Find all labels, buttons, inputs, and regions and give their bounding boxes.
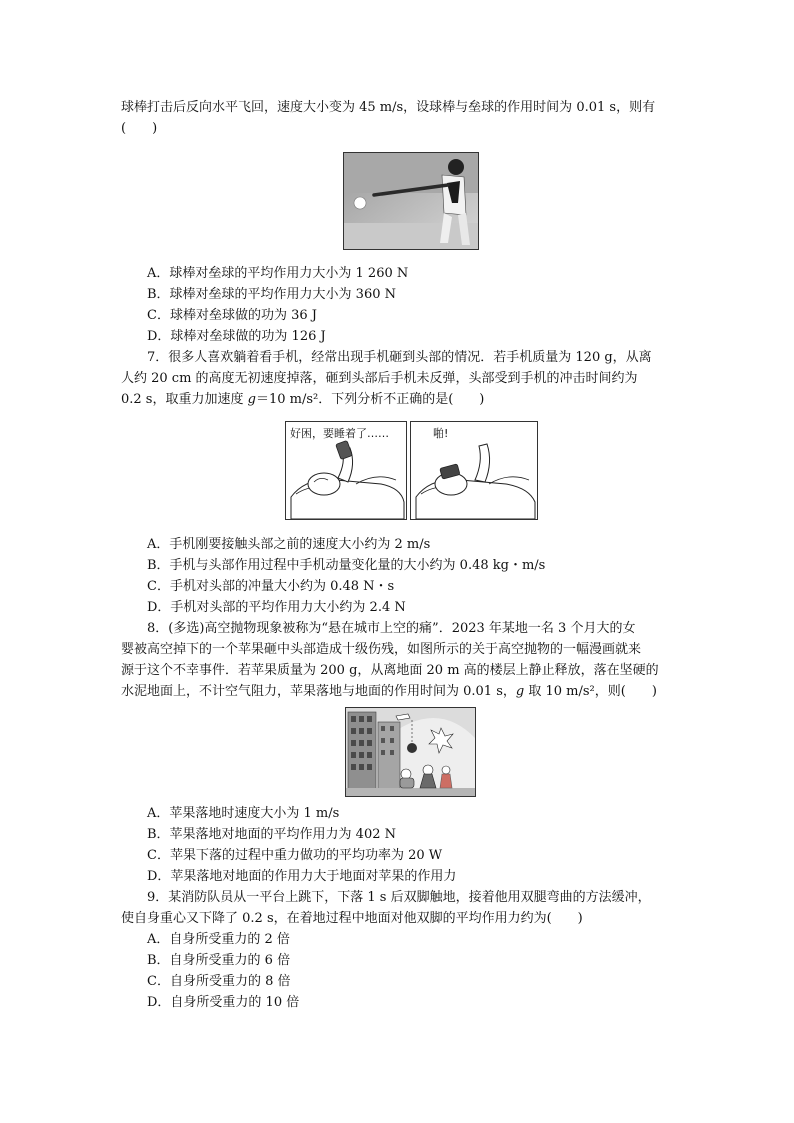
q8-stem-line-2: 婴被高空掉下的一个苹果砸中头部造成十级伤残，如图所示的关于高空抛物的一幅漫画就来 xyxy=(121,642,642,657)
baseball-photo-illustration xyxy=(344,153,478,249)
phone-cartoon-panel-right xyxy=(410,421,538,520)
q9-option-c: C．自身所受重力的 8 倍 xyxy=(147,974,291,989)
q6-stem-line-1: 球棒打击后反向水平飞回，速度大小变为 45 m/s，设球棒与垒球的作用时间为 0.01 s，则有 xyxy=(121,100,656,115)
speech-bubble-smack: 啪! xyxy=(433,427,449,440)
q8-option-b: B．苹果落地对地面的平均作用力为 402 N xyxy=(147,827,397,842)
speech-bubble-sleepy: 好困，要睡着了…… xyxy=(290,427,389,440)
q6-option-c: C．球棒对垒球做的功为 36 J xyxy=(147,308,317,323)
q9-option-d: D．自身所受重力的 10 倍 xyxy=(147,995,300,1010)
q9-stem-line-1: 9．某消防队员从一平台上跳下，下落 1 s 后双脚触地，接着他用双腿弯曲的方法缓冲， xyxy=(147,890,651,905)
q7-option-c: C．手机对头部的冲量大小约为 0.48 N・s xyxy=(147,579,395,594)
q7-option-a: A．手机刚要接触头部之前的速度大小约为 2 m/s xyxy=(147,537,431,552)
falling-apple-cartoon-illustration xyxy=(346,708,475,796)
q8-option-a: A．苹果落地时速度大小为 1 m/s xyxy=(147,806,340,821)
q9-option-a: A．自身所受重力的 2 倍 xyxy=(147,932,290,947)
q8-stem-line-3: 源于这个不幸事件．若苹果质量为 200 g，从离地面 20 m 高的楼层上静止释放，落在坚硬的 xyxy=(121,663,659,678)
phone-falling-on-head-icon xyxy=(411,422,537,519)
q7-stem-line-2: 人约 20 cm 的高度无初速度掉落，砸到头部后手机未反弹，头部受到手机的冲击时间约为 xyxy=(121,371,638,386)
q7-stem-line-3: 0.2 s，取重力加速度 g＝10 m/s²．下列分析不正确的是( ) xyxy=(121,392,485,407)
phone-cartoon-panel-left xyxy=(285,421,407,520)
q9-option-b: B．自身所受重力的 6 倍 xyxy=(147,953,291,968)
q8-option-d: D．苹果落地对地面的作用力大于地面对苹果的作用力 xyxy=(147,869,457,884)
q6-option-d: D．球棒对垒球做的功为 126 J xyxy=(147,329,326,344)
q7-option-d: D．手机对头部的平均作用力大小约为 2.4 N xyxy=(147,600,406,615)
q6-answer-blank: ( ) xyxy=(121,121,158,136)
q8-stem-line-4: 水泥地面上，不计空气阻力，苹果落地与地面的作用时间为 0.01 s，g 取 10 m/s²，则( ) xyxy=(121,684,657,699)
q7-stem-line-1: 7．很多人喜欢躺着看手机，经常出现手机砸到头部的情况．若手机质量为 120 g，从离 xyxy=(147,350,652,365)
q8-option-c: C．苹果下落的过程中重力做功的平均功率为 20 W xyxy=(147,848,443,863)
q6-option-a: A．球棒对垒球的平均作用力大小为 1 260 N xyxy=(147,266,409,281)
baseball-batter-photo xyxy=(343,152,479,250)
q7-option-b: B．手机与头部作用过程中手机动量变化量的大小约为 0.48 kg・m/s xyxy=(147,558,546,573)
high-altitude-throwing-cartoon xyxy=(345,707,476,797)
q6-option-b: B．球棒对垒球的平均作用力大小为 360 N xyxy=(147,287,397,302)
q9-stem-line-2: 使自身重心又下降了 0.2 s，在着地过程中地面对他双脚的平均作用力约为( ) xyxy=(121,911,583,926)
q8-stem-line-1: 8．(多选)高空抛物现象被称为“悬在城市上空的痛”．2023 年某地一名 3 个月大的女 xyxy=(147,621,636,636)
